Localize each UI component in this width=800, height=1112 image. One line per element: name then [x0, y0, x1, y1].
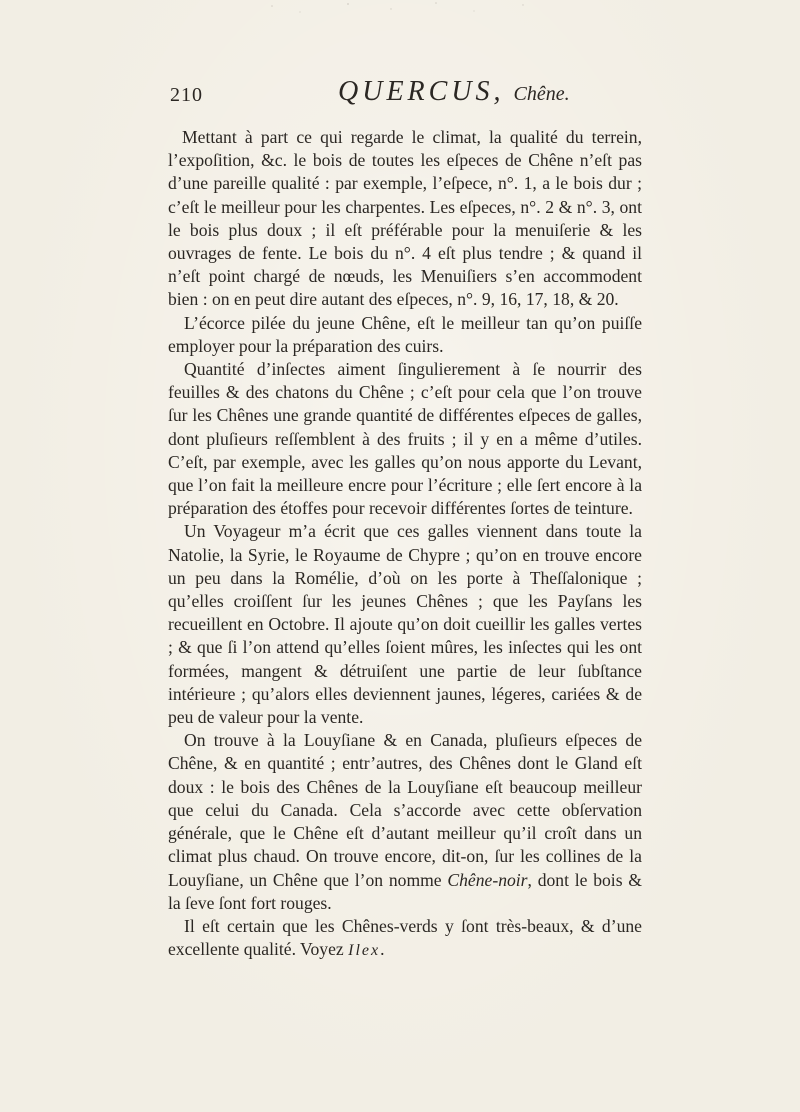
italic-term: Chêne-noir — [447, 869, 528, 890]
paragraph-text: Quantité d’inſectes aiment ſingulierement à ſe nourrir des feuilles & des chatons du Chêne ; c’eſt pour cela que l’on trouve ſur les Chênes une grande quantité de différentes eſpeces de galles, dont pluſieurs reſſemblent à des fruits ; il y en a même d’utiles. C’eſt, par exemple, avec les galles qu’on nous apporte du Levant, que l’on fait la meilleure encre pour l’écriture ; elle ſert encore à la préparation des étoffes pour recevoir différentes ſortes de teinture. — [168, 359, 642, 519]
paragraph-text: Il eſt certain que les Chênes-verds y ſont très-beaux, & d’une excellente qualité. Voyez — [168, 915, 642, 960]
running-title — [338, 76, 570, 108]
page-number: 210 — [170, 84, 203, 106]
title-separator: , — [493, 76, 514, 107]
paragraph — [168, 915, 642, 962]
paragraph — [168, 126, 642, 312]
body-text — [168, 126, 642, 962]
paragraph — [168, 312, 642, 358]
cross-reference: Ilex — [348, 942, 381, 960]
paragraph-text: L’écorce pilée du jeune Chêne, eſt le meilleur tan qu’on puiſſe employer pour la préparation des cuirs. — [168, 312, 642, 356]
paragraph-text: , dont le bois & la ſeve ſont fort rouges. — [168, 869, 642, 913]
paragraph-text: Mettant à part ce qui regarde le climat, la qualité du terrein, l’expoſition, &c. le bois de toutes les eſpeces de Chêne n’eſt pas d’une pareille qualité : par exemple, l’eſpece, n°. 1, a le bois dur ; c’eſt le meilleur pour les charpentes. Les eſpeces, n°. 2 & n°. 3, ont le bois plus doux ; il eſt préférable pour la menuiſerie & les ouvrages de fente. Le bois du n°. 4 eſt plus tendre ; & quand il n’eſt point chargé de nœuds, les Menuiſiers s’en accommodent bien : on en peut dire autant des eſpeces, n°. 9, 16, 17, 18, & 20. — [168, 127, 642, 310]
paper-specks — [260, 0, 560, 18]
title-latin: QUERCUS — [338, 76, 494, 107]
paragraph-text: Un Voyageur m’a écrit que ces galles viennent dans toute la Natolie, la Syrie, le Royaume de Chypre ; qu’on en trouve encore un peu dans la Romélie, d’où on les porte à Theſſalonique ; qu’elles croiſſent ſur les jeunes Chênes ; que les Payſans les recueillent en Octobre. Il ajoute qu’on doit cueillir les galles vertes ; & que ſi l’on attend qu’elles ſoient mûres, les inſectes qui les ont formées, mangent & détruiſent une partie de leur ſubſtance intérieure ; qu’alors elles deviennent jaunes, légeres, cariées & de peu de valeur pour la vente. — [168, 521, 642, 728]
paragraph — [168, 358, 642, 520]
paragraph-text: On trouve à la Louyſiane & en Canada, pluſieurs eſpeces de Chêne, & en quantité ; entr’autres, des Chênes dont le Gland eſt doux : le bois des Chênes de la Louyſiane eſt beaucoup meilleur que celui du Canada. Cela s’accorde avec cette obſervation générale, que le Chêne eſt d’autant meilleur qu’il croît dans un climat plus chaud. On trouve encore, dit-on, ſur les collines de la Louyſiane, un Chêne que l’on nomme — [168, 730, 642, 890]
title-french: Chêne. — [513, 83, 570, 105]
paragraph-text: . — [380, 939, 385, 960]
paragraph — [168, 729, 642, 915]
page-header — [170, 76, 640, 116]
paragraph — [168, 520, 642, 729]
